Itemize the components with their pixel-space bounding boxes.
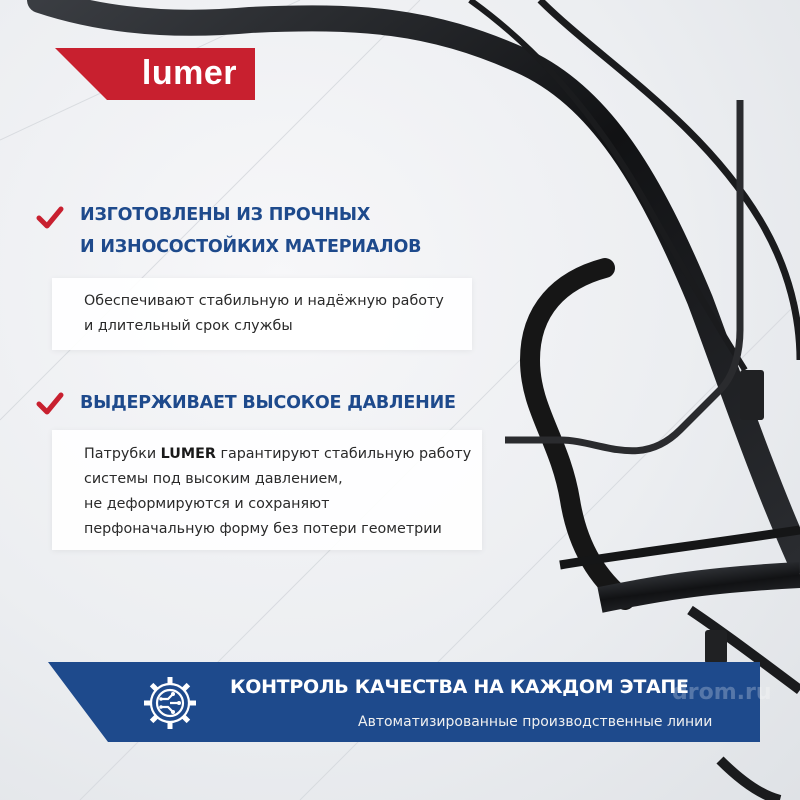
feature-2-card	[52, 430, 482, 550]
feature-2-text-line-4: перфоначальную форму без потери геометрии	[84, 521, 442, 537]
feature-1-text-line-1: Обеспечивают стабильную и надёжную работу	[84, 293, 444, 309]
brand-logo	[55, 48, 255, 100]
feature-1-card	[52, 278, 472, 350]
logo-text: lumer	[141, 54, 237, 92]
gear-circuit-icon	[140, 673, 200, 733]
checkmark-icon	[36, 392, 64, 416]
feature-2-text-line-2: системы под высоким давлением,	[84, 471, 343, 487]
feature-1-heading-line-2: И ИЗНОСОСТОЙКИХ МАТЕРИАЛОВ	[80, 237, 422, 257]
banner-title: КОНТРОЛЬ КАЧЕСТВА НА КАЖДОМ ЭТАПЕ	[230, 676, 689, 698]
feature-2-text-line-1: Патрубки LUMER гарантируют стабильную работу	[84, 446, 472, 462]
feature-1-text-line-2: и длительный срок службы	[84, 318, 293, 334]
brand-name: LUMER	[160, 446, 216, 462]
checkmark-icon	[36, 206, 64, 230]
watermark: drom.ru	[672, 680, 772, 705]
banner-subtitle: Автоматизированные производственные линии	[358, 714, 713, 730]
feature-2-text-line-3: не деформируются и сохраняют	[84, 496, 330, 512]
feature-1-heading-line-1: ИЗГОТОВЛЕНЫ ИЗ ПРОЧНЫХ	[80, 205, 371, 225]
feature-2-heading: ВЫДЕРЖИВАЕТ ВЫСОКОЕ ДАВЛЕНИЕ	[80, 393, 456, 413]
